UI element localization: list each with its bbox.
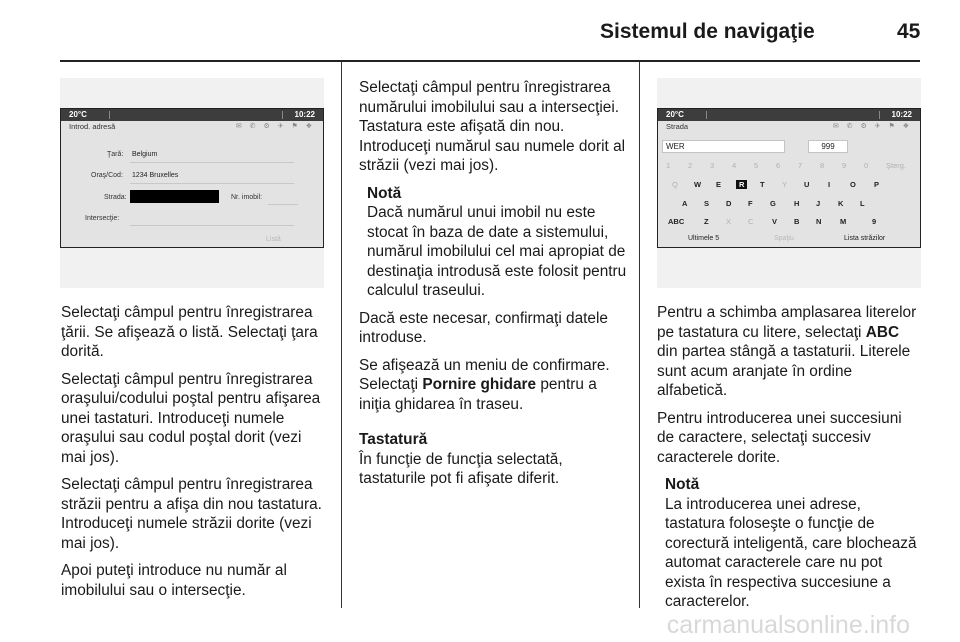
key[interactable]: H bbox=[794, 199, 800, 208]
column-divider-1 bbox=[341, 62, 342, 608]
key[interactable]: X bbox=[726, 217, 732, 226]
key[interactable]: B bbox=[794, 217, 800, 226]
key[interactable]: 0 bbox=[864, 161, 869, 170]
country-label: Ţară: bbox=[107, 151, 124, 158]
note-box bbox=[657, 475, 923, 612]
screenshot-keyboard bbox=[657, 78, 921, 288]
paragraph: Apoi puteţi introduce nu număr al imobilului sau o intersecţie. bbox=[61, 562, 287, 599]
key[interactable]: D bbox=[726, 199, 732, 208]
note-box bbox=[359, 184, 627, 301]
key[interactable]: N bbox=[816, 217, 822, 226]
key[interactable]: S bbox=[704, 199, 710, 208]
clock: 10:22 bbox=[294, 110, 315, 119]
address-entry-screen bbox=[60, 108, 324, 248]
key[interactable]: 8 bbox=[820, 161, 825, 170]
note-text: Dacă numărul unui imobil nu este stocat în baza de date a sistemului, numărul imobilului cel mai apropiat de destinaţia introdusă este folosit pentru calculul traseului. bbox=[367, 204, 627, 299]
paragraph: Pentru a schimba amplasarea literelor pe tastatura cu litere, selectaţi ABC din partea stângă a tastaturii. Literele sunt acum aranjate în ordine alfabetică. bbox=[657, 304, 917, 399]
list-button[interactable]: Listă bbox=[266, 236, 281, 243]
key[interactable]: L bbox=[860, 199, 865, 208]
paragraph: Selectaţi câmpul pentru înregistrarea numărului imobilului sau a intersecţiei. Tastatura este afişată din nou. Introduceţi numărul sau numele dorit al străzii (vezi mai jos). bbox=[359, 79, 626, 174]
key[interactable]: F bbox=[748, 199, 753, 208]
status-bar bbox=[658, 109, 920, 121]
key[interactable]: 6 bbox=[776, 161, 781, 170]
key[interactable]: G bbox=[770, 199, 776, 208]
match-count: 999 bbox=[808, 140, 848, 153]
key[interactable]: E bbox=[716, 180, 722, 189]
screen-title: Strada bbox=[666, 122, 689, 131]
menu-item-reference: Pornire ghidare bbox=[422, 376, 537, 393]
column-1-text bbox=[61, 303, 327, 608]
intersection-field[interactable] bbox=[130, 225, 294, 226]
key[interactable]: 9 bbox=[872, 217, 877, 226]
screenshot-address-entry bbox=[60, 78, 324, 288]
keyboard-screen bbox=[657, 108, 921, 248]
paragraph: Pentru introducerea unei succesiuni de caractere, selectaţi succesiv caracterele dorite. bbox=[657, 409, 902, 466]
country-field[interactable]: Belgium bbox=[132, 151, 158, 158]
key[interactable]: U bbox=[804, 180, 810, 189]
status-icons: ✉ ✆ ⚙ ✈ ⚑ ❖ bbox=[235, 123, 315, 130]
paragraph: Se afişează un meniu de confirmare. Selectaţi Pornire ghidare pentru a iniţia ghidarea în traseu. bbox=[359, 356, 610, 413]
key-selected[interactable]: R bbox=[736, 180, 747, 189]
key[interactable]: K bbox=[838, 199, 844, 208]
text-input[interactable]: WER bbox=[662, 140, 785, 153]
key[interactable]: A bbox=[682, 199, 688, 208]
intersection-label: Intersecţie: bbox=[85, 215, 120, 222]
paragraph: În funcţie de funcţia selectată, tastaturile pot fi afişate diferit. bbox=[359, 450, 563, 487]
key[interactable]: 1 bbox=[666, 161, 671, 170]
paragraph: Dacă este necesar, confirmaţi datele introduse. bbox=[359, 309, 608, 346]
key[interactable]: Z bbox=[704, 217, 709, 226]
space-button[interactable]: Spaţiu bbox=[774, 235, 794, 242]
street-list-button[interactable]: Lista străzilor bbox=[844, 235, 886, 242]
key[interactable]: J bbox=[816, 199, 821, 208]
paragraph: Selectaţi câmpul pentru înregistrarea străzii pentru a afişa din nou tastatura. Introduceţi numele străzii dorite (vezi mai jos). bbox=[61, 476, 322, 552]
key[interactable]: T bbox=[760, 180, 765, 189]
key[interactable]: Y bbox=[782, 180, 788, 189]
street-field[interactable] bbox=[130, 190, 219, 203]
status-bar bbox=[61, 109, 323, 121]
key[interactable]: I bbox=[828, 180, 831, 189]
paragraph: Selectaţi câmpul pentru înregistrarea ţării. Se afişează o listă. Selectaţi ţara dorită. bbox=[61, 304, 318, 360]
paragraph: Selectaţi câmpul pentru înregistrarea oraşului/codului poştal pentru afişarea unei tastaturi. Introduceţi numele oraşului sau codul poştal dorit (vezi mai jos). bbox=[61, 370, 321, 466]
abc-key[interactable]: ABC bbox=[668, 217, 685, 226]
house-number-label: Nr. imobil: bbox=[231, 194, 263, 201]
temperature: 20°C bbox=[69, 110, 87, 119]
key[interactable]: 5 bbox=[754, 161, 759, 170]
temperature: 20°C bbox=[666, 110, 684, 119]
key[interactable]: C bbox=[748, 217, 754, 226]
key[interactable]: 4 bbox=[732, 161, 737, 170]
page-number: 45 bbox=[897, 20, 921, 43]
header-rule bbox=[60, 60, 920, 62]
screen-title: Introd. adresă bbox=[69, 122, 116, 131]
key[interactable]: 9 bbox=[842, 161, 847, 170]
column-divider-2 bbox=[639, 62, 640, 608]
key[interactable]: M bbox=[840, 217, 847, 226]
house-number-field[interactable] bbox=[268, 204, 298, 205]
section-title: Sistemul de navigaţie bbox=[600, 20, 815, 43]
note-title: Notă bbox=[665, 476, 700, 493]
status-icons: ✉ ✆ ⚙ ✈ ⚑ ❖ bbox=[832, 123, 912, 130]
key[interactable]: O bbox=[850, 180, 856, 189]
last-five-button[interactable]: Ultimele 5 bbox=[688, 235, 720, 242]
key[interactable]: 7 bbox=[798, 161, 803, 170]
column-3-text bbox=[657, 303, 923, 620]
note-text: La introducerea unei adrese, tastatura foloseşte o funcţie de corectură inteligentă, care blochează automat caracterele care nu pot exista în respectiva succesiune a caracterelor. bbox=[665, 495, 917, 610]
street-label: Strada: bbox=[104, 194, 127, 201]
city-label: Oraş/Cod: bbox=[91, 172, 123, 179]
city-field[interactable]: 1234 Bruxelles bbox=[132, 172, 179, 179]
key[interactable]: P bbox=[874, 180, 880, 189]
key[interactable]: Q bbox=[672, 180, 678, 189]
column-2-text bbox=[359, 78, 627, 497]
clock: 10:22 bbox=[891, 110, 912, 119]
key[interactable]: V bbox=[772, 217, 778, 226]
key[interactable]: 3 bbox=[710, 161, 715, 170]
subsection-heading: Tastatură bbox=[359, 431, 428, 448]
abc-reference: ABC bbox=[865, 323, 900, 341]
key[interactable]: 2 bbox=[688, 161, 693, 170]
key[interactable]: W bbox=[694, 180, 702, 189]
watermark: carmanualsonline.info bbox=[666, 611, 910, 639]
note-title: Notă bbox=[367, 184, 402, 202]
delete-key[interactable]: Şterg. bbox=[886, 161, 907, 170]
